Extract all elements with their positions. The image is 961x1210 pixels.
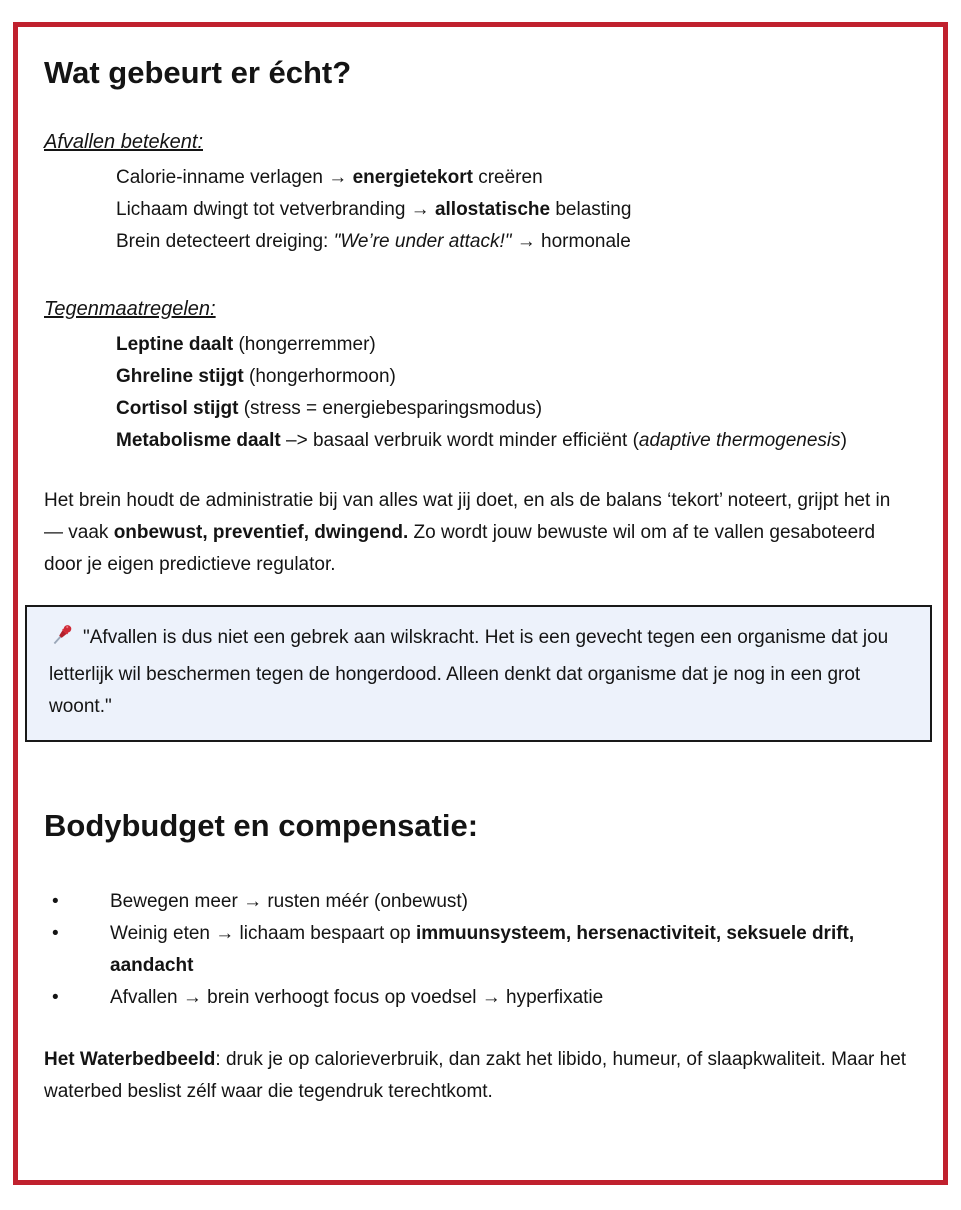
list-item <box>44 361 907 393</box>
tegenmaatregelen-list <box>44 329 907 457</box>
quote-text: "Afvallen is dus niet een gebrek aan wilskracht. Het is een gevecht tegen een organisme dat jou letterlijk wil beschermen tegen de hongerdood. Alleen denkt dat organisme dat je nog in een grot woont." <box>49 627 889 717</box>
bold-segment: energietekort <box>352 167 473 188</box>
text-segment: (hongerhormoon) <box>243 366 396 387</box>
text-segment: Bewegen meer → rusten méér (onbewust) <box>110 891 468 912</box>
bold-segment: Leptine daalt <box>116 334 234 355</box>
pushpin-icon <box>49 622 75 659</box>
bullet-icon: • <box>52 987 59 1008</box>
text-segment: Afvallen → brein verhoogt focus op voedsel → hyperfixatie <box>110 987 604 1008</box>
waterbed-paragraph <box>44 1044 907 1108</box>
bullet-text <box>110 886 907 918</box>
bullet-text <box>110 982 907 1014</box>
bold-segment: Ghreline stijgt <box>116 366 244 387</box>
text-segment: Zo wordt jouw bewuste wil om af te vallen gesaboteerd door je eigen predictieve regulator. <box>44 522 876 575</box>
list-item <box>44 393 907 425</box>
bold-segment: Het Waterbedbeeld <box>44 1049 216 1070</box>
text-segment: Brein detecteert dreiging: <box>116 231 334 252</box>
text-segment: Lichaam dwingt tot vetverbranding → <box>116 199 435 220</box>
text-segment: Weinig eten → lichaam bespaart op <box>110 923 416 944</box>
page-title: Wat gebeurt er écht? <box>44 55 352 90</box>
bold-segment: immuunsysteem, hersenactiviteit, seksuele drift, aandacht <box>110 923 855 976</box>
bodybudget-bullet-list <box>44 886 907 1014</box>
text-segment: (stress = energiebesparingsmodus) <box>238 398 543 419</box>
italic-segment: adaptive thermogenesis <box>638 430 841 451</box>
bullet-text <box>110 918 907 982</box>
heading-tegenmaatregelen: Tegenmaatregelen: <box>44 298 216 320</box>
quote-text-paragraph <box>49 622 908 723</box>
heading-bodybudget: Bodybudget en compensatie: <box>44 808 479 843</box>
text-segment: → hormonale <box>511 231 631 252</box>
bold-segment: allostatische <box>434 199 551 220</box>
list-item <box>44 194 907 226</box>
quote-callout-box <box>25 605 932 742</box>
bullet-item <box>44 918 907 982</box>
text-segment: belasting <box>550 199 632 220</box>
bold-segment: Metabolisme daalt <box>116 430 281 451</box>
brain-admin-paragraph <box>44 485 907 581</box>
italic-segment: "We’re under attack!" <box>333 231 512 252</box>
text-segment: Calorie-inname verlagen → <box>116 167 353 188</box>
list-item <box>44 162 907 194</box>
afvallen-list <box>44 162 907 258</box>
text-segment: : druk je op calorieverbruik, dan zakt het libido, humeur, of slaapkwaliteit. Maar het waterbed beslist zélf waar die tegendruk terechtkomt. <box>44 1049 907 1102</box>
bullet-icon: • <box>52 923 59 944</box>
bullet-item <box>44 982 907 1014</box>
bold-segment: onbewust, preventief, dwingend. <box>113 522 409 543</box>
text-segment: ) <box>840 430 847 451</box>
bullet-icon: • <box>52 891 59 912</box>
list-item <box>44 226 907 258</box>
heading-afvallen-betekent: Afvallen betekent: <box>44 131 203 153</box>
text-segment: Het brein houdt de administratie bij van alles wat jij doet, en als de balans ‘tekort’ noteert, grijpt het in — vaak <box>44 490 891 543</box>
text-segment: creëren <box>472 167 543 188</box>
text-segment: (hongerremmer) <box>233 334 376 355</box>
bold-segment: Cortisol stijgt <box>116 398 239 419</box>
list-item <box>44 425 907 457</box>
list-item <box>44 329 907 361</box>
bullet-item <box>44 886 907 918</box>
document-frame <box>13 22 948 1185</box>
text-segment: –> basaal verbruik wordt minder efficiënt ( <box>280 430 639 451</box>
